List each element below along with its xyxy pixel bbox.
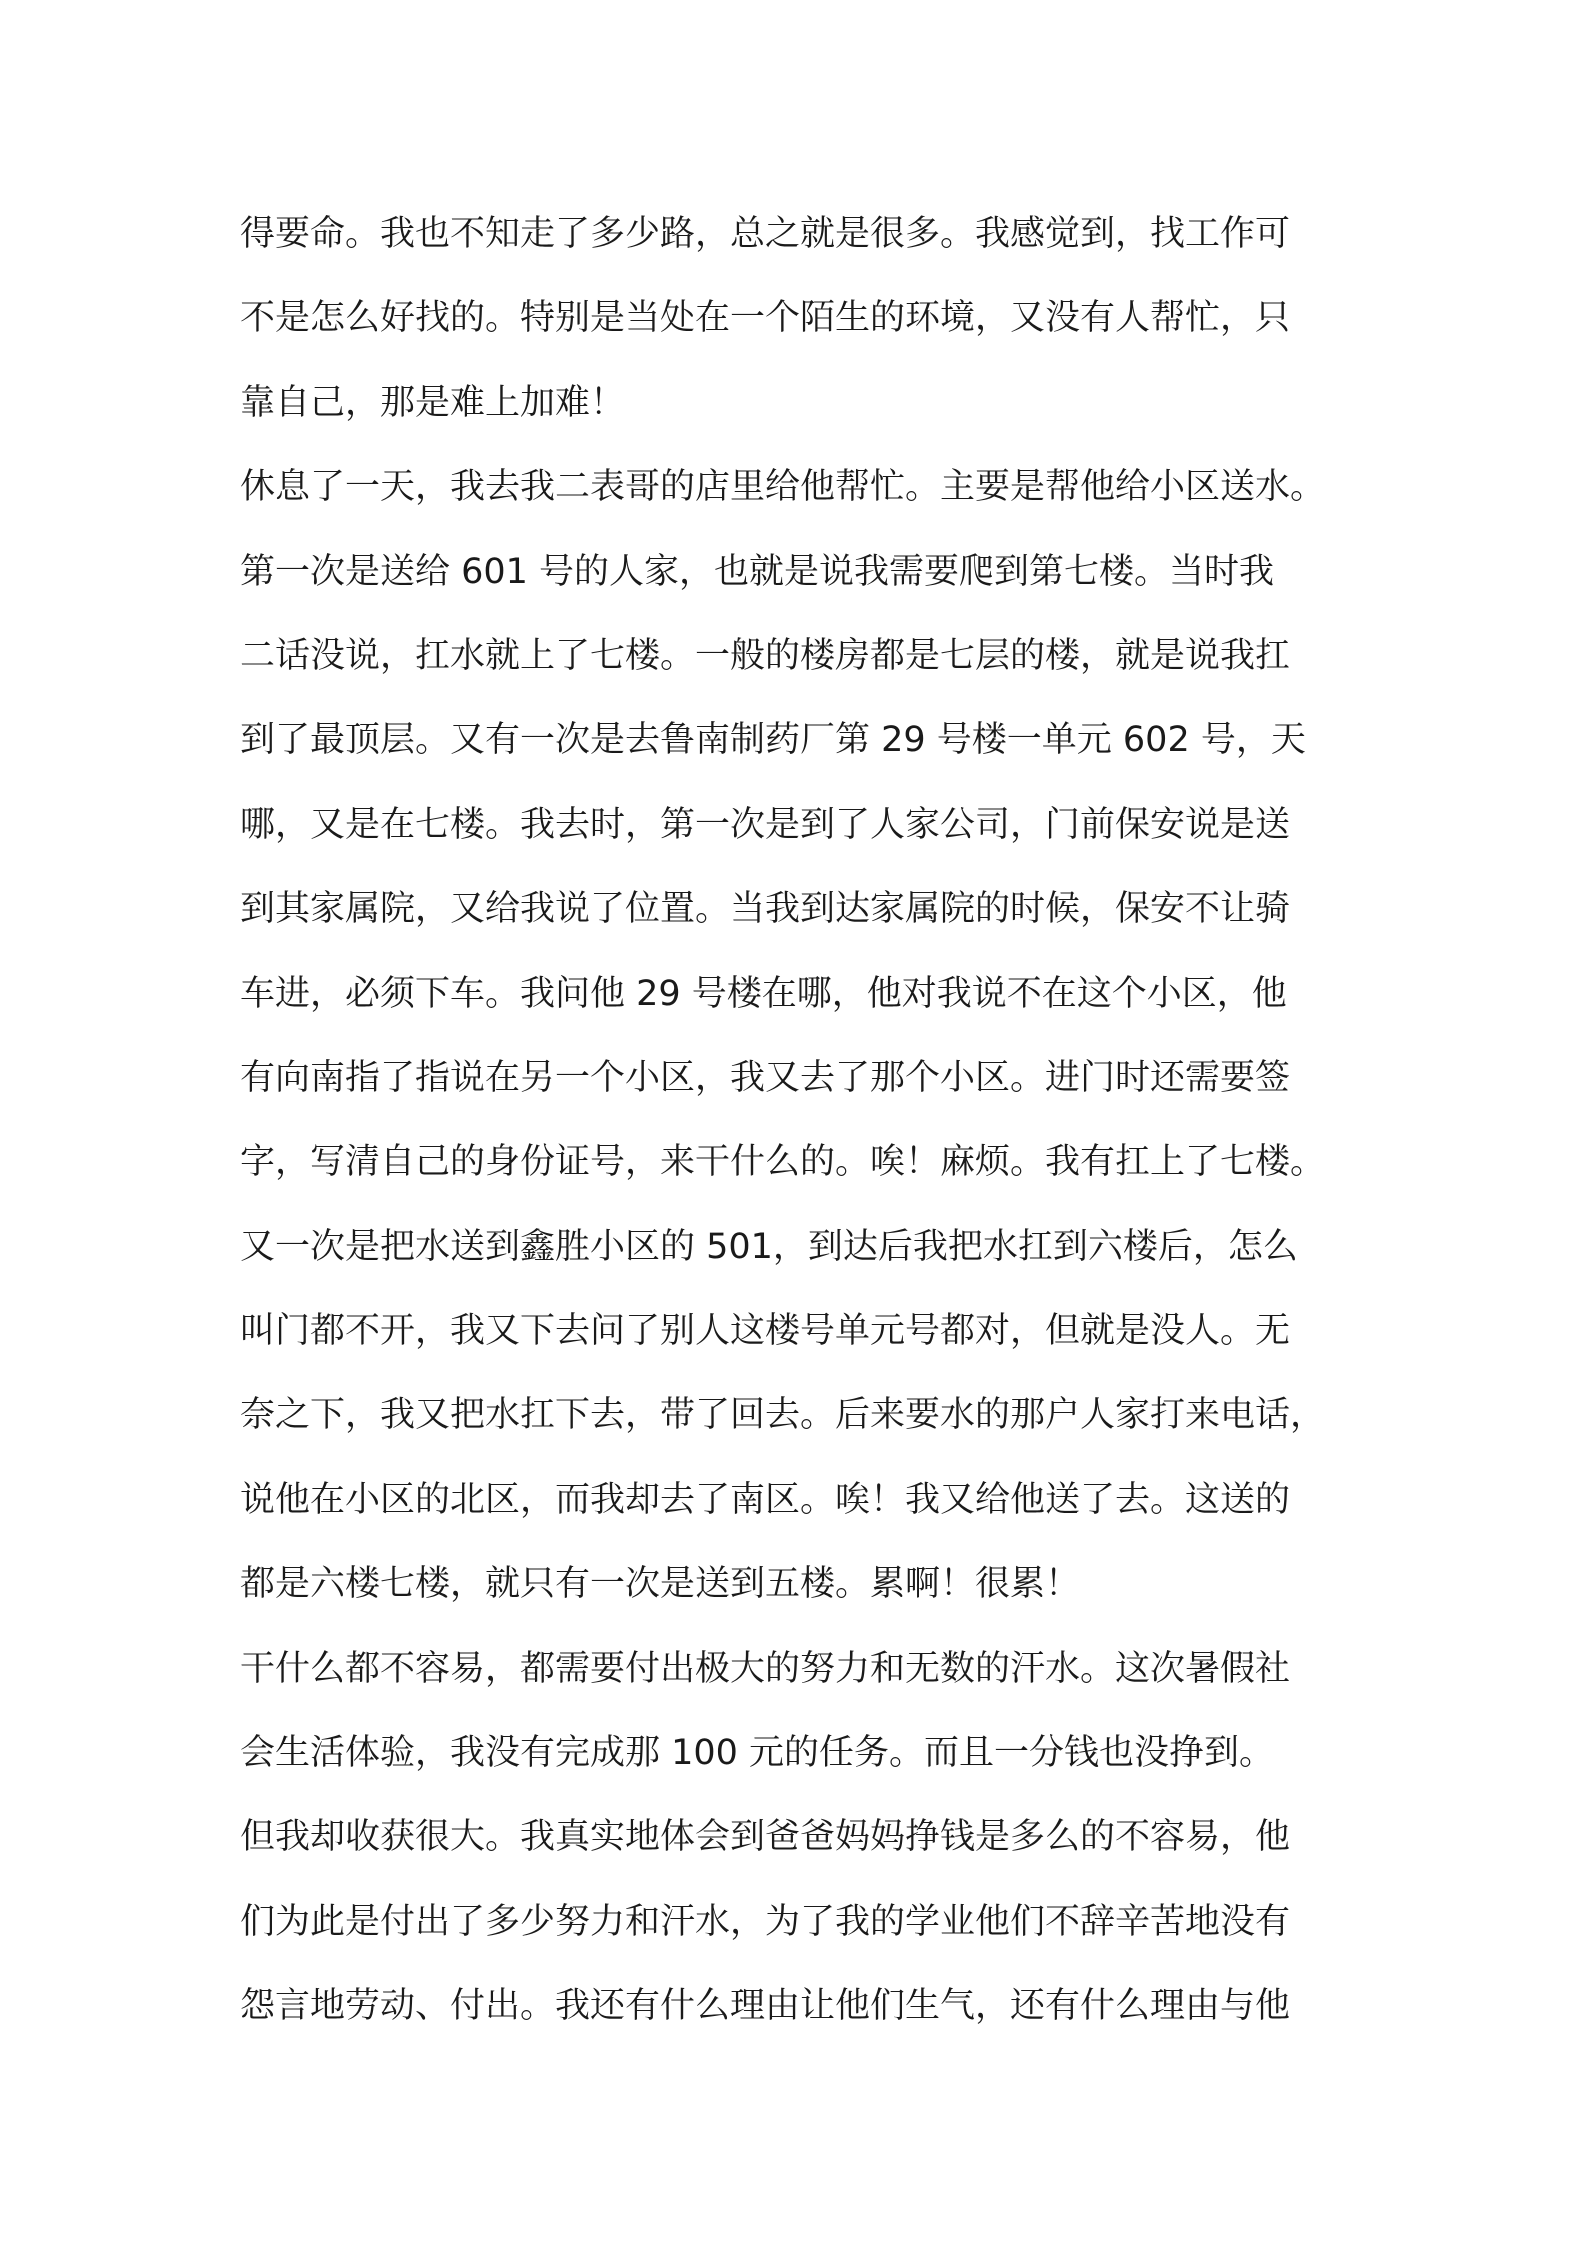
text-line: 二话没说，扛水就上了七楼。一般的楼房都是七层的楼，就是说我扛 xyxy=(240,635,1291,676)
text-line: 干什么都不容易，都需要付出极大的努力和无数的汗水。这次暑假社 xyxy=(240,1648,1291,1689)
text-line: 们为此是付出了多少努力和汗水，为了我的学业他们不辞辛苦地没有 xyxy=(240,1901,1291,1942)
text-line: 叫门都不开，我又下去问了别人这楼号单元号都对，但就是没人。无 xyxy=(240,1311,1291,1352)
text-line: 得要命。我也不知走了多少路，总之就是很多。我感觉到，找工作可 xyxy=(240,214,1291,254)
text-line: 但我却收获很大。我真实地体会到爸爸妈妈挣钱是多么的不容易，他 xyxy=(240,1817,1291,1858)
text-line: 到了最顶层。又有一次是去鲁南制药厂第 29 号楼一单元 602 号，天 xyxy=(240,720,1306,761)
text-line: 说他在小区的北区，而我却去了南区。唉！我又给他送了去。这送的 xyxy=(240,1479,1291,1520)
text-line: 不是怎么好找的。特别是当处在一个陌生的环境，又没有人帮忙，只 xyxy=(240,298,1291,339)
text-line: 都是六楼七楼，就只有一次是送到五楼。累啊！很累！ xyxy=(240,1564,1081,1605)
text-line: 又一次是把水送到鑫胜小区的 501，到达后我把水扛到六楼后，怎么 xyxy=(240,1226,1298,1267)
text-line: 怨言地劳动、付出。我还有什么理由让他们生气，还有什么理由与他 xyxy=(240,1986,1291,2027)
text-line: 休息了一天，我去我二表哥的店里给他帮忙。主要是帮他给小区送水。 xyxy=(240,467,1326,508)
text-line: 有向南指了指说在另一个小区，我又去了那个小区。进门时还需要签 xyxy=(240,1057,1291,1098)
text-line: 第一次是送给 601 号的人家，也就是说我需要爬到第七楼。当时我 xyxy=(240,551,1275,592)
text-line: 到其家属院，又给我说了位置。当我到达家属院的时候，保安不让骑 xyxy=(240,889,1291,930)
text-line: 靠自己，那是难上加难！ xyxy=(240,382,626,423)
text-line: 哪，又是在七楼。我去时，第一次是到了人家公司，门前保安说是送 xyxy=(240,804,1291,845)
text-line: 车进，必须下车。我问他 29 号楼在哪，他对我说不在这个小区，他 xyxy=(240,973,1287,1014)
text-line: 字，写清自己的身份证号，来干什么的。唉！麻烦。我有扛上了七楼。 xyxy=(240,1142,1326,1183)
text-line: 会生活体验，我没有完成那 100 元的任务。而且一分钱也没挣到。 xyxy=(240,1733,1275,1774)
body-text xyxy=(240,192,1360,2049)
text-line: 奈之下，我又把水扛下去，带了回去。后来要水的那户人家打来电话， xyxy=(240,1395,1326,1436)
